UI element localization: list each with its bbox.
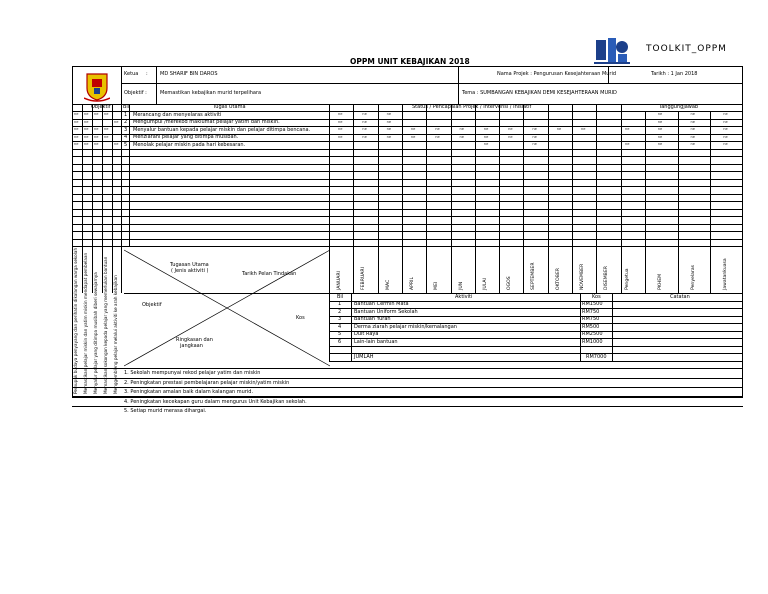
objektif-label: Objektif :: [124, 90, 147, 96]
ketua-colon: :: [146, 71, 148, 77]
obj-mark: ne: [94, 142, 99, 146]
objective-vertical: Menggembleng pelajar melalui aktiviti ke arah kebajikan: [113, 275, 118, 394]
cost-bil: 3: [338, 316, 342, 322]
nama-projek: Nama Projek : Pengurusan Kesejahteraan Murid: [497, 71, 617, 77]
responsible-label: Penyelaras: [690, 264, 696, 290]
month-mark: ne: [459, 127, 464, 131]
resp-mark: ne: [723, 119, 728, 124]
month-mark: ne: [386, 119, 392, 124]
month-mark: ne: [435, 134, 440, 139]
resp-mark: ne: [657, 127, 663, 131]
month-col-line: [548, 104, 549, 293]
resp-mark: ne: [657, 112, 663, 116]
cost-bil: 5: [338, 331, 342, 337]
month-label: APRIL: [409, 276, 415, 290]
resp-mark: ne: [723, 142, 728, 146]
month-mark: ne: [362, 112, 367, 116]
grid-row-line: [72, 186, 743, 187]
grid-row-line: [72, 239, 743, 240]
cost-row-line: [329, 331, 743, 332]
grid-row-line: [72, 246, 743, 247]
month-mark: ne: [362, 134, 367, 139]
grid-row-line: [72, 231, 743, 232]
month-mark: ne: [508, 134, 513, 139]
obj-mark: ne: [114, 119, 119, 124]
cost-bil-line: [351, 293, 352, 361]
obj-mark: ne: [94, 134, 99, 139]
outcome-item: 2. Peningkatan prestasi pembelajaran pelajar miskin/yatim miskin: [124, 379, 290, 386]
month-mark: ne: [386, 112, 392, 116]
grid-row-line: [72, 171, 743, 172]
cost-kos: RM1500: [582, 301, 603, 307]
cost-aktiviti: Bantuan Cermin Mata: [354, 301, 409, 307]
resp-col-line: [678, 111, 679, 293]
month-col-line: [523, 104, 524, 293]
month-label: NOVEMBER: [580, 263, 585, 290]
outcome-row-line: [72, 378, 743, 379]
resp-mark: ne: [657, 142, 663, 146]
obj-mark: ne: [94, 127, 99, 131]
grid-row-line: [72, 201, 743, 202]
outcome-top-line-right: [329, 368, 743, 369]
obj-col-line: [112, 104, 113, 293]
cost-kos: RM2500: [582, 331, 603, 337]
month-mark: ne: [362, 127, 367, 131]
cost-row-line: [329, 353, 743, 354]
cost-aktiviti: Bantuan Uniform Sekolah: [354, 308, 418, 315]
cost-bil: 1: [338, 301, 342, 307]
cost-kos: RM750: [582, 308, 600, 315]
grid-row-line: [72, 149, 743, 150]
grid-row-line: [72, 209, 743, 210]
month-mark: ne: [532, 142, 537, 146]
cost-aktiviti: Bantuan Yuran: [354, 316, 391, 322]
month-col-line: [426, 104, 427, 293]
month-mark: ne: [581, 127, 586, 131]
month-label: FEBRUARI: [361, 267, 367, 290]
month-mark: ne: [483, 127, 489, 131]
month-mark: ne: [483, 142, 489, 146]
col-tugas-utama: Tugas Utama: [213, 104, 246, 110]
objective-vertical: Pemupuk budaya penyayang dan perihatin dikalangan warga sekolah: [73, 247, 78, 394]
obj-mark: ne: [74, 134, 79, 139]
task-text: Merancang dan menyelaras aktiviti: [133, 111, 222, 118]
obj-mark: ne: [74, 112, 79, 116]
obj-mark: ne: [84, 134, 89, 139]
month-mark: ne: [532, 127, 537, 131]
ketua-value: MD SHARIF BIN DAROS: [160, 71, 218, 77]
resp-mark: ne: [690, 134, 695, 139]
obj-col-line: [121, 104, 122, 293]
obj-col-line: [92, 104, 93, 293]
cost-jumlah-label: JUMLAH: [354, 353, 374, 360]
toolkit-title: TOOLKIT_OPPM: [646, 44, 727, 54]
obj-mark: ne: [104, 112, 109, 116]
obj-mark: ne: [84, 127, 89, 131]
resp-mark: ne: [657, 134, 663, 139]
month-mark: ne: [410, 127, 416, 131]
obj-mark: ne: [84, 112, 89, 116]
diag-objektif: Objektif: [142, 302, 162, 308]
resp-mark: ne: [690, 127, 695, 131]
cost-kos: RM1000: [582, 338, 603, 345]
sheet-title: OPPM UNIT KEBAJIKAN 2018: [350, 57, 470, 66]
grid-row-line: [72, 156, 743, 157]
month-col-line: [621, 104, 622, 293]
objective-vertical: Memastikan sokongan kepada pelajar yang memerlukan bantuan: [103, 256, 108, 394]
grid-row-line: [72, 179, 743, 180]
cost-catatan-header: Catatan: [670, 293, 690, 300]
cost-bil: 6: [338, 338, 342, 345]
month-mark: ne: [556, 127, 562, 131]
task-bil: 5: [124, 141, 128, 148]
cost-bil: 2: [338, 308, 342, 315]
task-text: Menolak pelajar miskin pada hari kebesaran.: [133, 141, 246, 148]
resp-col-line: [710, 111, 711, 293]
cost-bil-header: Bil: [337, 293, 344, 300]
task-text: Mengumpul /merekod maklumat pelajar yatim dan miskin.: [133, 119, 280, 125]
month-mark: ne: [508, 127, 513, 131]
obj-mark: ne: [74, 142, 79, 146]
month-mark: ne: [386, 134, 392, 139]
grid-row-line: [72, 224, 743, 225]
month-label: JANUARI: [337, 271, 342, 290]
diag-ringkasan-1: Ringkasan dan: [176, 337, 213, 343]
month-label: OKTOBER: [555, 268, 561, 290]
outcome-item: 5. Setiap murid merasa dihargai.: [124, 408, 207, 414]
month-col-line: [499, 104, 500, 293]
month-col-line: [475, 104, 476, 293]
cost-aktiviti-header: Aktiviti: [455, 293, 473, 300]
school-logo-icon: [594, 36, 630, 66]
col-bil: Bil: [123, 104, 130, 110]
grid-row-line: [72, 194, 743, 195]
col-status: Status / Pencapaian Projek / Intervensi / Inisiatif: [412, 104, 532, 110]
cost-row-line: [329, 346, 743, 347]
task-bil: 2: [124, 119, 128, 125]
month-mark: ne: [532, 134, 537, 139]
month-mark: ne: [435, 127, 440, 131]
month-col-line: [378, 104, 379, 293]
responsible-label: Pengetua: [625, 268, 630, 290]
diag-kos: Kos: [296, 315, 305, 321]
crest-icon: [84, 70, 110, 102]
month-label: MEI: [434, 281, 440, 290]
resp-mark: ne: [723, 112, 728, 116]
outcome-row-line: [72, 387, 743, 388]
obj-mark: ne: [114, 142, 119, 146]
resp-mark: ne: [690, 112, 695, 116]
cost-kos: RM500: [582, 323, 600, 330]
cost-left-line: [329, 293, 330, 361]
cost-aktiviti: Duit Raya: [354, 331, 379, 337]
obj-mark: ne: [74, 119, 79, 124]
cost-kos-header: Kos: [592, 293, 601, 300]
resp-mark: ne: [625, 142, 630, 146]
obj-mark: ne: [84, 119, 89, 124]
month-col-line: [353, 104, 354, 293]
resp-mark: ne: [723, 127, 728, 131]
month-label: JULAI: [482, 278, 488, 290]
cost-row-line: [329, 361, 743, 362]
month-label: DISEMBER: [604, 266, 610, 290]
month-mark: ne: [338, 127, 343, 131]
resp-mark: ne: [690, 142, 695, 146]
obj-mark: ne: [84, 142, 89, 146]
month-col-line: [402, 104, 403, 293]
cost-aktiviti: Lain-lain bantuan: [354, 338, 398, 345]
cost-kos: RM750: [582, 316, 600, 322]
month-label: OGOS: [507, 276, 513, 290]
month-mark: ne: [338, 112, 343, 116]
obj-mark: ne: [94, 112, 99, 116]
month-mark: ne: [362, 119, 367, 124]
cost-akt-line: [580, 293, 581, 361]
ketua-label: Ketua: [124, 71, 139, 77]
month-col-line: [596, 104, 597, 293]
obj-mark: ne: [104, 127, 109, 131]
bil-col-line: [129, 104, 130, 246]
tarikh: Tarikh : 1 Jan 2018: [651, 71, 698, 77]
resp-mark: ne: [723, 134, 728, 139]
x-diagram: [124, 248, 330, 368]
outcome-row-line: [72, 397, 743, 398]
cost-aktiviti: Derma ziarah pelajar miskin/kemalangan: [354, 323, 457, 330]
outcome-row-line: [72, 406, 743, 407]
month-mark: ne: [338, 119, 343, 124]
task-bil: 1: [124, 111, 128, 118]
cost-jumlah-value: RM7000: [586, 353, 607, 360]
month-col-line: [451, 104, 452, 293]
resp-mark: ne: [690, 119, 695, 124]
month-label: JUN: [458, 281, 464, 290]
month-mark: ne: [459, 134, 464, 139]
tema: Tema : SUMBANGAN KEBAJIKAN DEMI KESEJAHTERAAN MURID: [462, 90, 617, 96]
outcome-top-line: [72, 368, 329, 369]
month-label: SEPTEMBER: [531, 262, 537, 290]
col-objektif: Objektif: [91, 104, 111, 110]
col-tanggungjawab: Tanggungjawab: [659, 104, 699, 110]
resp-mark: ne: [625, 127, 630, 131]
cost-kos-line: [612, 293, 613, 361]
month-mark: ne: [410, 134, 416, 139]
cost-row-line: [329, 316, 743, 317]
month-label: MAC: [385, 279, 391, 290]
objektif-value: Memastikan kebajikan murid terpelihara: [160, 90, 262, 96]
grid-row-line: [72, 216, 743, 217]
responsible-label: Jawatankuasa: [723, 258, 729, 290]
objective-vertical: Memastikan pelajar miskin dan yatim miskin mendapat pembelaan: [83, 252, 88, 394]
cost-bil: 4: [338, 323, 342, 330]
diag-jenis-aktiviti: ( Jenis aktiviti ): [171, 268, 209, 274]
task-text: Menziarahi pelajar yang ditimpa musibah.: [133, 134, 239, 140]
diag-tugasan-utama: Tugasan Utama: [170, 262, 209, 268]
outcome-item: 3. Peningkatan amalan baik dalam kalangan murid.: [124, 389, 254, 395]
month-mark: ne: [386, 127, 392, 131]
resp-col-line: [645, 111, 646, 293]
obj-mark: ne: [74, 127, 79, 131]
task-bil: 4: [124, 134, 128, 140]
diag-tarikh-pelan: Tarikh Pelan Tindakan: [242, 271, 297, 277]
responsible-label: PKHEM: [657, 273, 663, 290]
outcome-item: 1. Sekolah mempunyai rekod pelajar yatim dan miskin: [124, 370, 261, 376]
grid-row-line: [72, 164, 743, 165]
month-mark: ne: [338, 134, 343, 139]
task-bil: 3: [124, 126, 128, 133]
resp-mark: ne: [657, 119, 663, 124]
outcome-item: 4. Peningkatan kecekapan guru dalam mengurus Unit Kebajikan sekolah.: [124, 398, 307, 405]
task-text: Menyalur bantuan kepada pelajar miskin dan pelajar ditimpa bencana.: [133, 126, 311, 133]
month-col-line: [572, 104, 573, 293]
obj-mark: ne: [104, 134, 109, 139]
objective-vertical: Menyalur pelajar yang ditimpa musibah diberi sewajarnya: [93, 272, 98, 394]
month-mark: ne: [483, 134, 489, 139]
diag-ringkasan-2: jangkaan: [180, 343, 203, 349]
